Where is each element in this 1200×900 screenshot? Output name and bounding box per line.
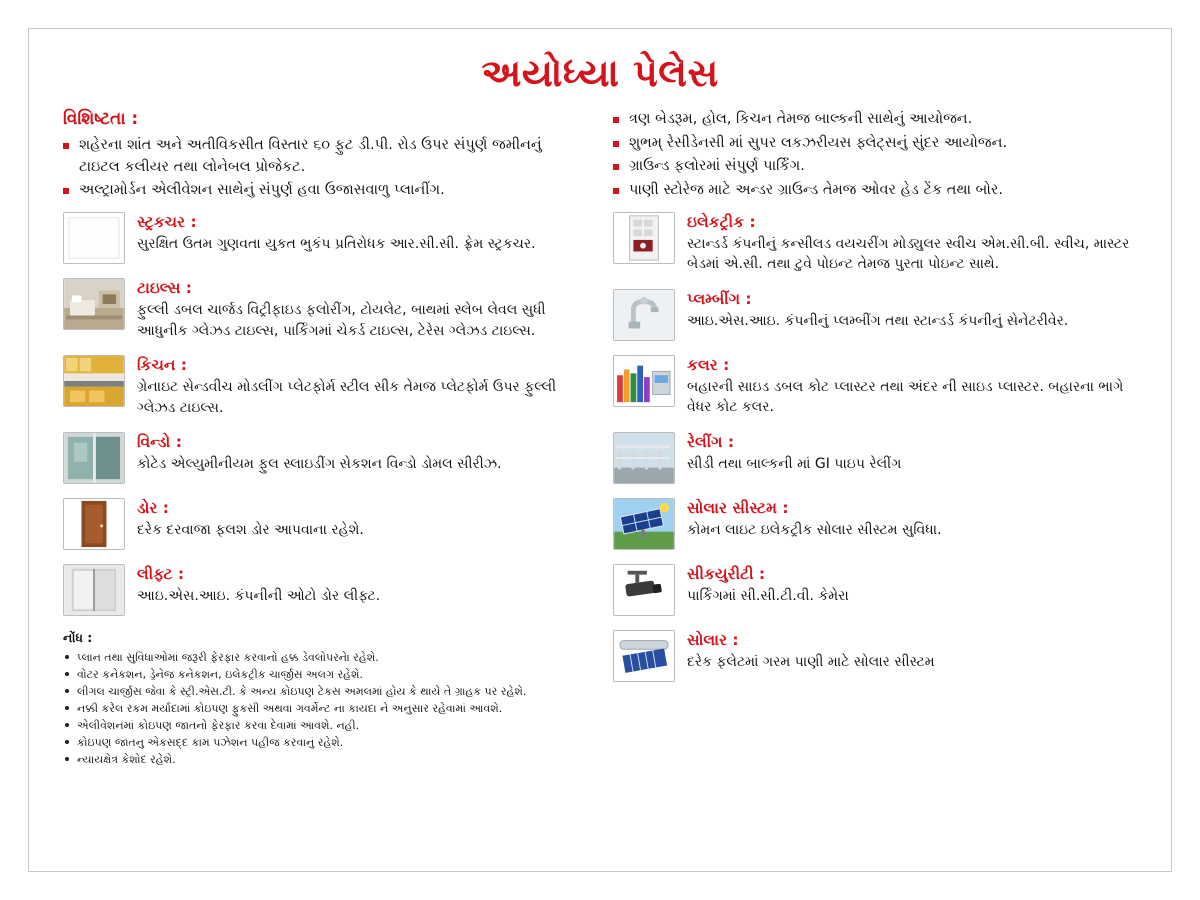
left-column — [63, 109, 587, 769]
solar-water-heater-icon — [613, 630, 675, 682]
list-item: પ્લાન તથા સુવિધાઓમાં જરૂરી ફેરફાર કરવાનો હક્ક ડેવલોપરનેા રહેશે. — [63, 649, 587, 666]
feature-desc: દરેક દરવાજા ફલશ ડોર આપવાના રહેશે. — [137, 522, 364, 539]
list-item: કોઇપણ જાતનુ એકસદ્દ કામ પઝેશન પહીજ કરવાનું રહેશે. — [63, 734, 587, 751]
rcc-frame-icon — [63, 212, 125, 264]
feature-text — [687, 289, 1137, 332]
feature-text — [137, 278, 587, 341]
list-item: ગ્રાઉન્ડ ફલોરમાં સંપુર્ણ પાર્કિંગ. — [613, 156, 1137, 178]
feature-structure — [63, 212, 587, 264]
feature-solar-water — [613, 630, 1137, 682]
list-item: નક્કી કરેલ રકમ મર્યાદામાં કોઇપણ ફુકસી અથવા ગવર્મેન્ટ ના કાયદા ને અનુસાર રહેવામાં આવશે. — [63, 700, 587, 717]
feature-text — [137, 564, 587, 607]
feature-text — [687, 212, 1137, 275]
right-column — [613, 109, 1137, 696]
right-feature-list — [613, 212, 1137, 682]
feature-label: ડોર : — [137, 498, 169, 517]
list-item: એલીવેશનમાં કોઇપણ જાતનો ફેરફાર કરવા દેવામાં આવશે. નહી. — [63, 717, 587, 734]
feature-desc: ફુલ્લી ડબલ ચાર્જડ વિટ્રીફાઇડ ફલોરીંગ, ટોયલેટ, બાથમાં સ્લેબ લેવલ સુધી આધુનીક ગ્લેઝડ ટાઇલ્સ, પાર્કિંગમાં ચેકર્ડ ટાઇલ્સ, ટેરેસ ગ્લેઝડ ટાઇલ્સ. — [137, 302, 546, 339]
feature-label: સીકયુરીટી : — [687, 564, 766, 583]
content-columns — [63, 109, 1137, 769]
specialities-heading: વિશિષ્ટતા : — [63, 108, 139, 129]
bedroom-tiles-icon — [63, 278, 125, 330]
poster-sheet — [28, 28, 1172, 872]
railing-icon — [613, 432, 675, 484]
kitchen-icon — [63, 355, 125, 407]
list-item: પાણી સ્ટોરેજ માટે અન્ડર ગ્રાઉન્ડ તેમજ ઓવર હેડ ટેંક તથા બોર. — [613, 180, 1137, 202]
feature-lift — [63, 564, 587, 616]
feature-desc: સુરક્ષિત ઉતમ ગુણવતા યુકત ભુકંપ પ્રતિરોધક આર.સી.સી. ફ્રેમ સ્ટ્રકચર. — [137, 236, 536, 253]
feature-desc: પાર્કિંગમાં સી.સી.ટી.વી. કેમેરા — [687, 588, 849, 605]
feature-tiles — [63, 278, 587, 341]
feature-electric — [613, 212, 1137, 275]
feature-label: કલર : — [687, 355, 730, 374]
electric-switchboard-icon — [613, 212, 675, 264]
solar-panel-icon — [613, 498, 675, 550]
left-highlight-list — [63, 135, 587, 202]
cctv-camera-icon — [613, 564, 675, 616]
feature-text — [687, 432, 1137, 475]
feature-desc: દરેક ફલેટમાં ગરમ પાણી માટે સોલાર સીસ્ટમ — [687, 654, 935, 671]
feature-text — [137, 355, 587, 418]
feature-desc: આઇ.એસ.આઇ. કંપનીની ઓટો ડોર લીફ્ટ. — [137, 588, 381, 605]
feature-label: વિન્ડો : — [137, 432, 182, 451]
feature-solar-system — [613, 498, 1137, 550]
feature-text — [137, 498, 587, 541]
list-item: અલ્ટ્રામોર્ડન એલીવેશન સાથેનું સંપુર્ણ હવા ઉજાસવાળુ પ્લાનીંગ. — [63, 180, 587, 202]
list-item: લીગલ ચાર્જીસ જેવા કે સ્ટ્રી.એસ.ટી. કે અન્ય કોઇપણ ટેકસ અમલમાં હોય કે થાયે તે ગ્રાહક પર રહેશે. — [63, 683, 587, 700]
feature-desc: આઇ.એસ.આઇ. કંપનીનું પ્લમ્બીંગ તથા સ્ટાન્ડર્ડ કંપનીનું સેનેટરીવેર. — [687, 313, 1069, 330]
feature-text — [687, 564, 1137, 607]
feature-kitchen — [63, 355, 587, 418]
feature-label: સ્ટ્રકચર : — [137, 213, 197, 232]
feature-label: રેલીંગ : — [687, 432, 735, 451]
notes-section — [63, 630, 587, 768]
feature-label: કિચન : — [137, 356, 187, 375]
feature-label: પ્લમ્બીંગ : — [687, 289, 752, 308]
list-item: શહેરના શાંત અને અતીવિકસીત વિસ્તાર ૬૦ ફુટ ડી.પી. રોડ ઉપર સંપુર્ણ જમીનનું ટાઇટલ કલીયર તથા લોનેબલ પ્રોજેકટ. — [63, 135, 587, 179]
feature-label: લીફ્ટ : — [137, 564, 185, 583]
feature-text — [687, 630, 1137, 673]
plumbing-tap-icon — [613, 289, 675, 341]
paint-color-icon — [613, 355, 675, 407]
feature-railing — [613, 432, 1137, 484]
feature-label: સોલાર સીસ્ટમ : — [687, 498, 789, 517]
lift-icon — [63, 564, 125, 616]
feature-text — [687, 355, 1137, 418]
feature-desc: કોટેડ એલ્યુમીનીયમ ફુલ સ્લાઇડીંગ સેકશન વિન્ડો ડોમલ સીરીઝ. — [137, 456, 502, 473]
feature-desc: ગ્રેનાઇટ સેન્ડવીચ મોડલીંગ પ્લેટફોર્મ સ્ટીલ સીક તેમજ પ્લેટફોર્મ ઉપર ફુલ્લી ગ્લેઝડ ટાઇલ્સ. — [137, 379, 557, 416]
list-item: ત્રણ બેડરૂમ, હોલ, કિચન તેમજ બાલ્કની સાથેનું આયોજન. — [613, 109, 1137, 131]
list-item: ન્યાયક્ષેત્ર કેશોદ રહેશે. — [63, 751, 587, 768]
feature-desc: સ્ટાન્ડર્ડ કંપનીનું કન્સીલડ વયચરીંગ મોડ્યુલર સ્વીચ એમ.સી.બી. સ્વીચ, માસ્ટર બેડમાં એ.સી. તથા ટુવે પોઇન્ટ તેમજ પુરતા પોઇન્ટ સાથે. — [687, 236, 1130, 273]
feature-desc: કોમન લાઇટ ઇલેકટ્રીક સોલાર સીસ્ટમ સુવિધા. — [687, 522, 942, 539]
feature-desc: સીડી તથા બાલ્કની માં GI પાઇપ રેલીંગ — [687, 456, 902, 473]
right-highlight-list — [613, 109, 1137, 202]
feature-window — [63, 432, 587, 484]
feature-text — [687, 498, 1137, 541]
door-icon — [63, 498, 125, 550]
feature-color — [613, 355, 1137, 418]
page-title: અયોધ્યા પેલેસ — [481, 51, 719, 95]
left-feature-list — [63, 212, 587, 616]
feature-label: સોલાર : — [687, 630, 739, 649]
feature-text — [137, 432, 587, 475]
list-item: શુભમ્ રેસીડેનસી માં સુપર લકઝરીયસ ફ્લેટ્સનું સુંદર આયોજન. — [613, 133, 1137, 155]
feature-plumbing — [613, 289, 1137, 341]
feature-door — [63, 498, 587, 550]
window-icon — [63, 432, 125, 484]
feature-label: ઇલેકટ્રીક : — [687, 212, 756, 231]
feature-desc: બહારની સાઇડ ડબલ કોટ પ્લાસ્ટર તથા અંદર ની સાઇડ પ્લાસ્ટર. બહારના ભાગે વેધર કોટ કલર. — [687, 379, 1124, 416]
feature-label: ટાઇલ્સ : — [137, 279, 192, 298]
notes-list — [63, 649, 587, 768]
list-item: વોટર કનેકશન, ડ્રેનેજ કનેકશન, ઇલેકટ્રીક ચાર્જીસ અલગ રહેશે. — [63, 666, 587, 683]
feature-security — [613, 564, 1137, 616]
notes-heading: નોંધ : — [63, 629, 93, 645]
feature-text — [137, 212, 587, 255]
